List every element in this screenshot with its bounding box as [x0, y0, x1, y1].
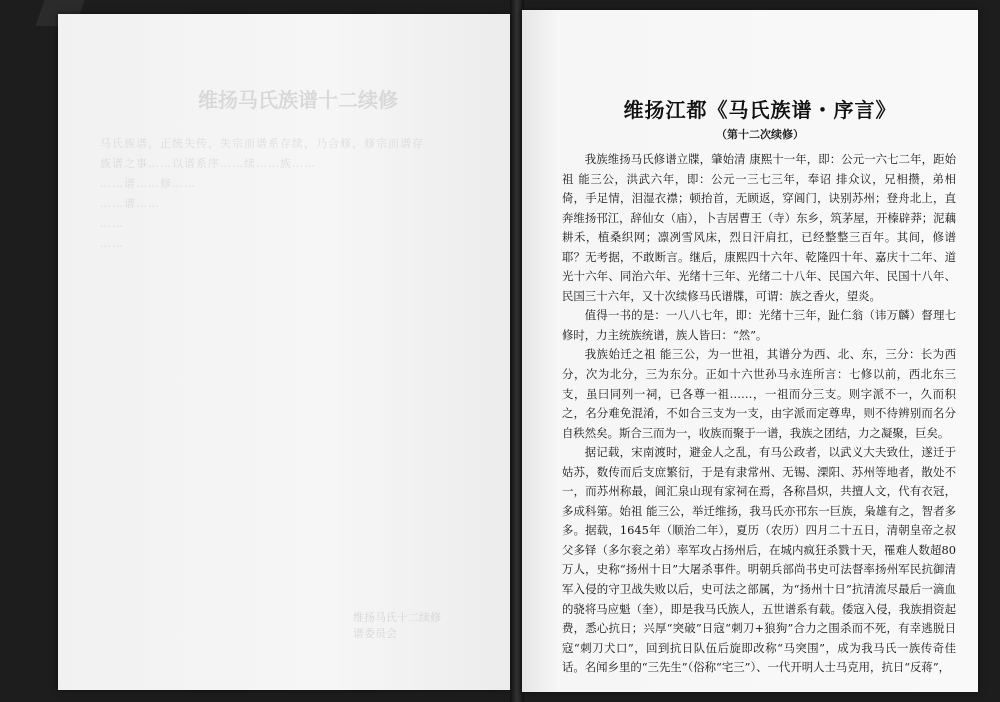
preface-body	[562, 150, 956, 678]
left-page	[58, 14, 510, 690]
paragraph: 值得一书的是：一八八七年，即：光绪十三年，趾仁翁（讳万麟）督理七修时，力主统族统谱，族人皆曰：“然”。	[562, 308, 956, 342]
bleed-through-line: ……	[100, 217, 124, 230]
bleed-through-line: 族谱之事……以谱系序……续……族……	[100, 157, 316, 170]
bleed-through-text	[100, 134, 480, 254]
bleed-through-line: ……	[100, 237, 124, 250]
right-page	[522, 10, 978, 692]
paragraph: 据记载，宋南渡时，避金人之乱，有马公政者，以武义大夫致仕，遂迁于姑苏，数传而后支庶繁衍，于是有隶常州、无锡、溧阳、苏州等地者，散处不一，而苏州称最，阊汇泉山现有家祠在焉，各称昌炽，共擅人文，代有衣冠，多成科第。始祖 能三公，举迁维扬，我马氏亦邗东一巨族，枭雄有之，智者多多。据载，1645年（顺治二年），夏历（农历）四月二十五日，清朝皇帝之叔父多铎（多尔衮之弟）率军攻占扬州后，在城内疯狂杀戮十天，罹难人数超80万人，史称“扬州十日”大屠杀事件。明朝兵部尚书史可法督率扬州军民抗御清军入侵的守卫战失败以后，史可法之部属，为“扬州十日”抗清流尽最后一滴血的骁将马应魁（奎），即是我马氏族人，五世谱系有载。倭寇入侵，我族捐资起费，悉心抗日；兴厚“突破”日寇“刺刀+狼狗”合力之围杀而不死，有幸逃脱日寇“刺刀犬口”，回到抗日队伍后旋即改称“马突围”，成为我马氏一族传奇佳话。名闻乡里的“三先生”（俗称“宅三”）、一代开明人士马克用，抗日“反蒋”，	[562, 445, 956, 675]
bleed-through-line: ……谱……	[100, 197, 160, 210]
paragraph: 我族始迁之祖 能三公，为一世祖，其谱分为西、北、东，三分：长为西分，次为北分，三为东分。正如十六世孙马永连所言：七修以前，西北东三支，虽曰同列一祠，已各尊一祖……，一祖而分三支。则字派不一，久而积之，名分难免混淆，不如合三支为一支，由字派而定尊卑，则不待辨别而名分自秩然矣。斯合三而为一，收族而聚于一谱，我族之团结，力之凝聚，巨矣。	[562, 347, 956, 440]
bleed-through-line: 马氏族谱，正统失传，失宗而谱系存续，乃合修，修宗而谱存	[100, 137, 424, 150]
signature-line: 谱委员会	[353, 627, 397, 640]
paragraph: 我族维扬马氏修谱立牒，肇始清 康熙十一年，即：公元一六七二年，距始祖 能三公，洪武六年，即：公元一三七三年，奉诏 排众议，兄相攒，弟相倚，手足情，泪湿衣襟；顿抬首，无顾返，穿阊门，诀别苏州；登舟北上，直奔维扬邗江，辞仙女（庙），卜吉居曹王（寺）东乡，筑茅屋，开榛辟莽；泥藕耕禾，植桑织网；凛冽雪风床，烈日汗肩扛，已经整整三百年。其间，修谱耶？无考据，不敢断言。继后，康熙四十六年、乾隆四十年、嘉庆十二年、道光十六年、同治六年、光绪十三年、光绪二十八年、民国六年、民国十八年、民国三十六年，又十次续修马氏谱牒，可谓：族之香火，望炎。	[562, 152, 956, 303]
document-subtitle: （第十二次续修）	[716, 128, 804, 141]
bleed-through-title: 维扬马氏族谱十二续修	[198, 88, 398, 112]
document-title: 维扬江都《马氏族谱・序言》	[623, 98, 897, 122]
bleed-through-line: ……谱……修……	[100, 177, 196, 190]
signature-line: 维扬马氏十二续修	[353, 611, 441, 624]
bleed-through-signature	[353, 610, 441, 642]
